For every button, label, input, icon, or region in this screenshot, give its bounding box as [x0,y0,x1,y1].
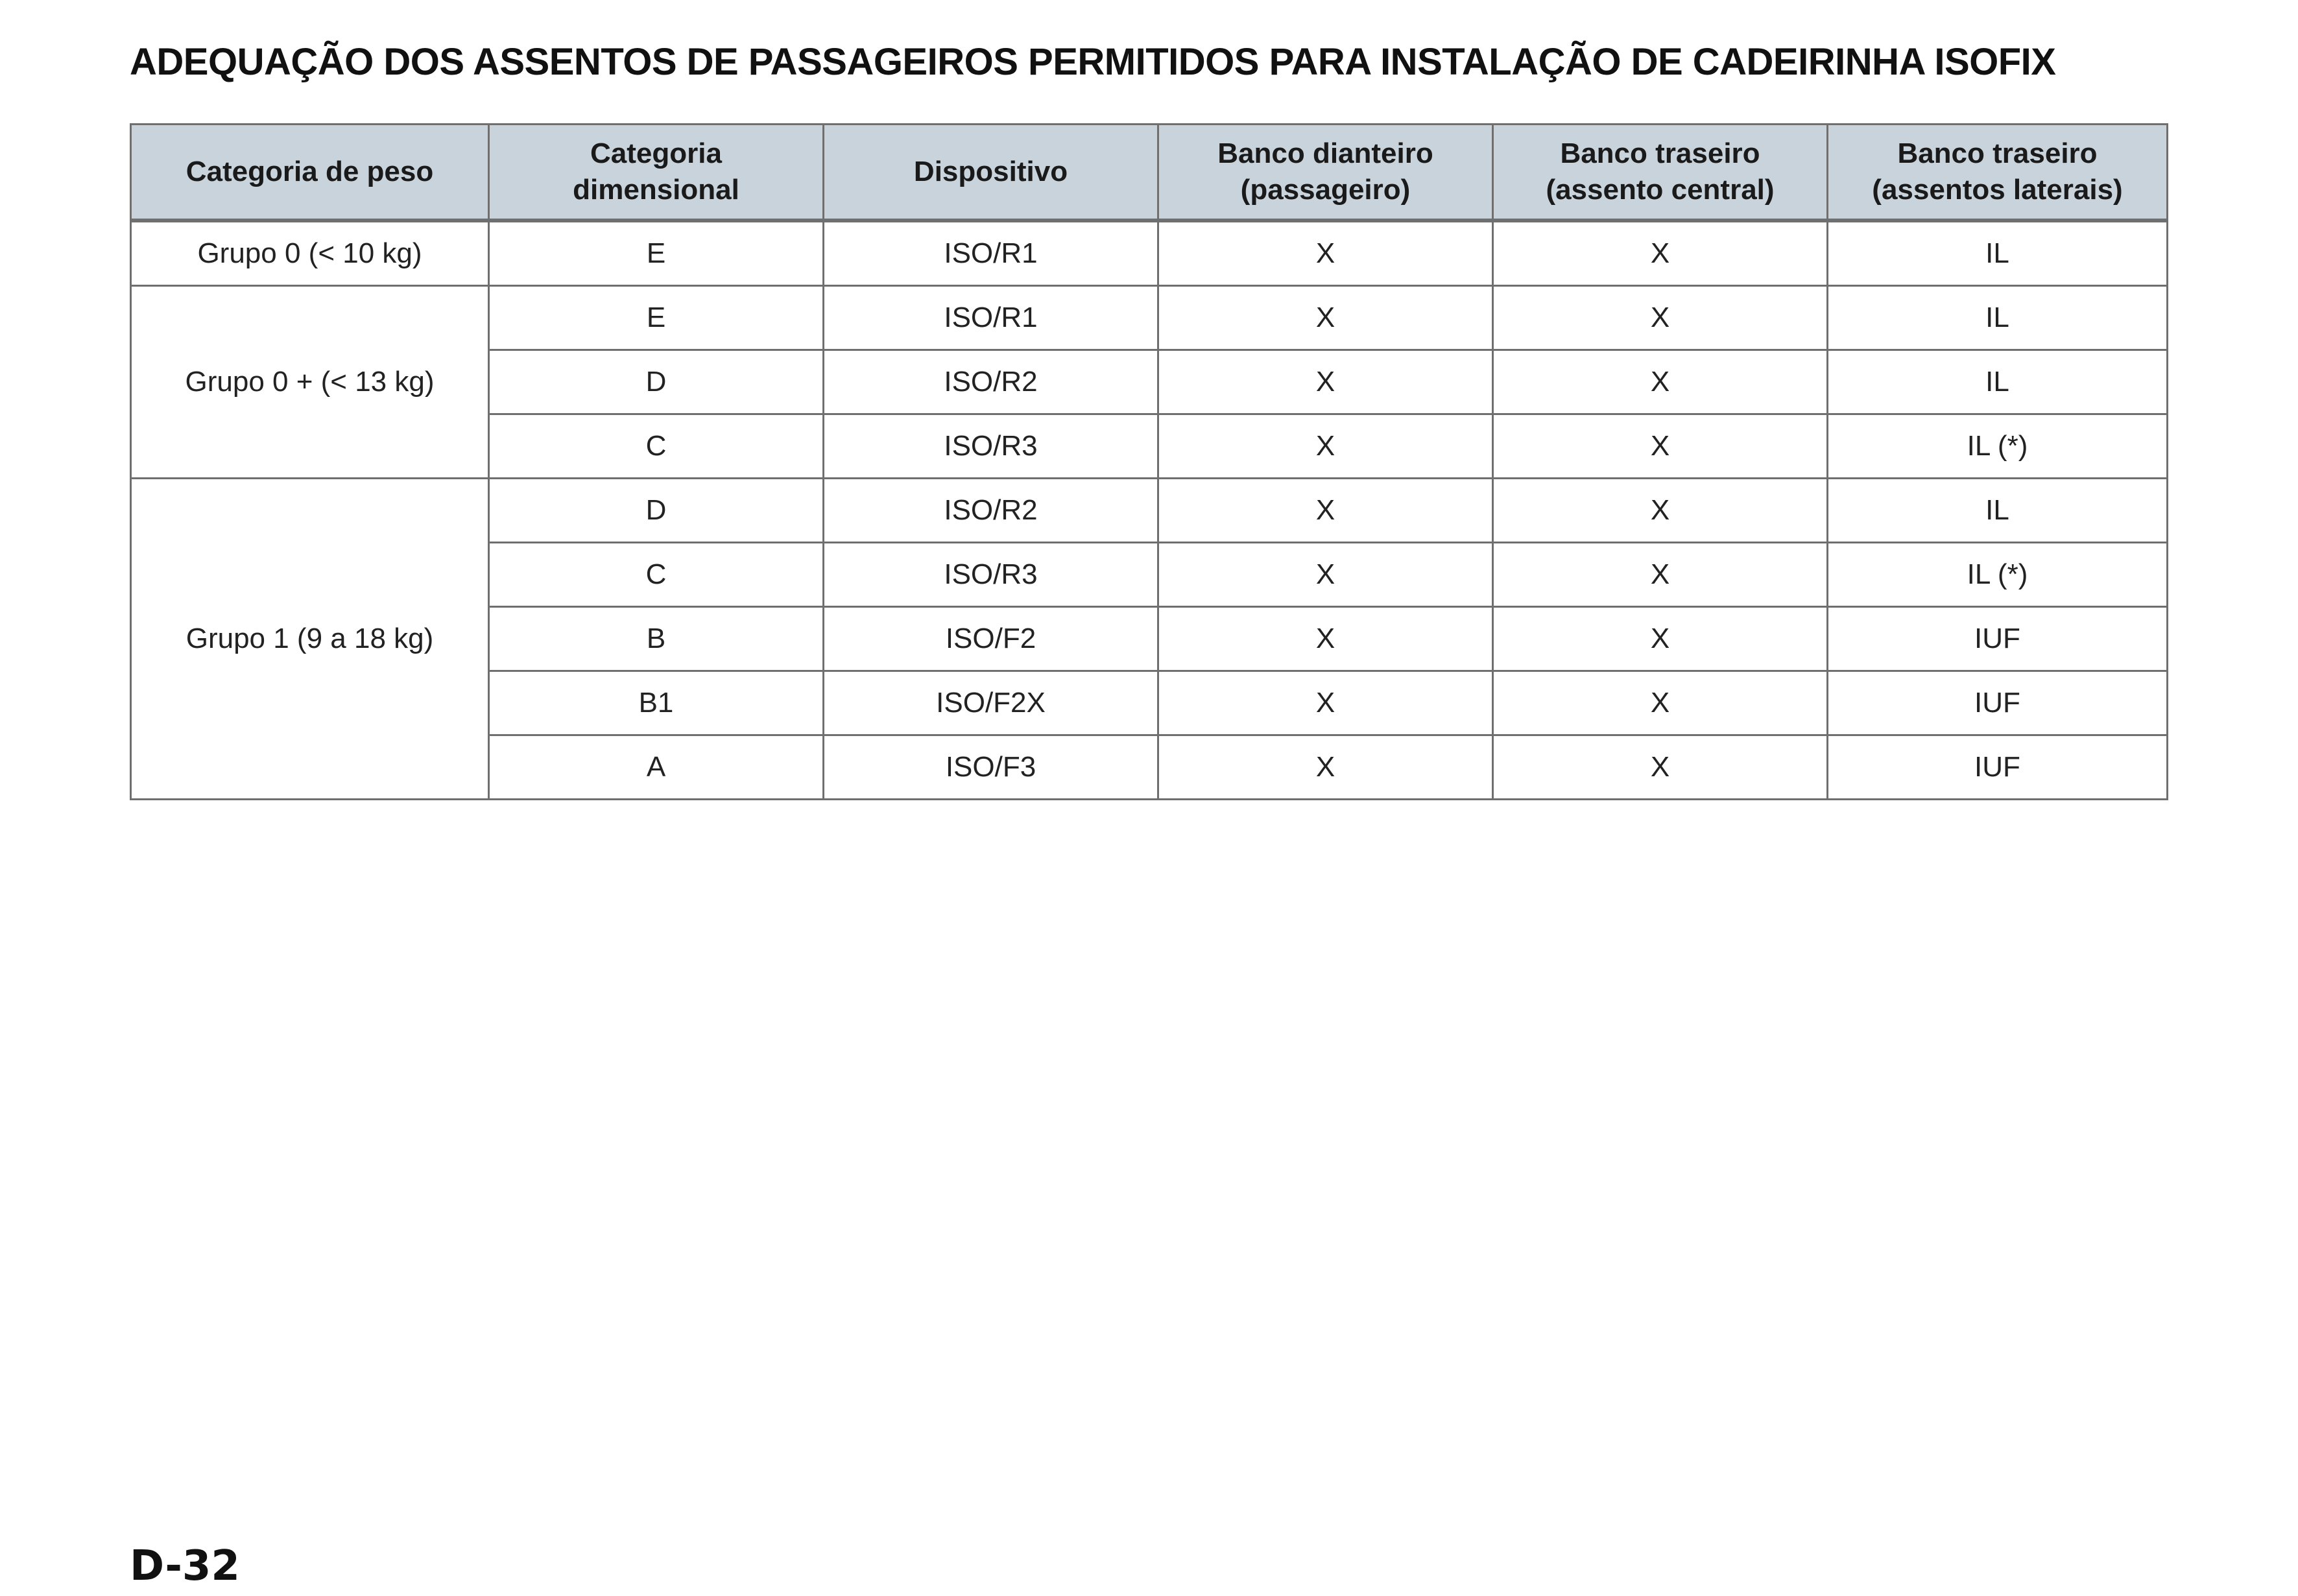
rear-sides-cell: IL (*) [1828,414,2168,479]
front-seat-cell: X [1158,671,1493,735]
header-line: dimensional [573,174,739,206]
rear-sides-cell: IUF [1828,735,2168,800]
rear-center-cell: X [1493,479,1828,543]
device-cell: ISO/R1 [824,286,1158,350]
device-cell: ISO/R2 [824,350,1158,414]
front-seat-cell: X [1158,479,1493,543]
device-cell: ISO/F2 [824,607,1158,671]
header-line: Categoria de peso [186,156,434,187]
device-cell: ISO/R1 [824,220,1158,286]
table-row [131,220,2168,286]
dimension-cell: B [489,607,824,671]
header-front-seat [1158,125,1493,221]
device-cell: ISO/R2 [824,479,1158,543]
device-cell: ISO/F3 [824,735,1158,800]
rear-center-cell: X [1493,735,1828,800]
page-title: ADEQUAÇÃO DOS ASSENTOS DE PASSAGEIROS PERMITIDOS PARA INSTALAÇÃO DE CADEIRINHA ISOFIX [130,41,2056,83]
header-line: (passageiro) [1240,174,1411,206]
rear-center-cell: X [1493,350,1828,414]
header-weight-category [131,125,489,221]
weight-group-cell: Grupo 0 (< 10 kg) [131,220,489,286]
rear-center-cell: X [1493,607,1828,671]
device-cell: ISO/F2X [824,671,1158,735]
header-line: Categoria [590,137,722,169]
rear-center-cell: X [1493,286,1828,350]
table-header-row [131,125,2168,221]
front-seat-cell: X [1158,735,1493,800]
dimension-cell: C [489,543,824,607]
dimension-cell: D [489,479,824,543]
front-seat-cell: X [1158,414,1493,479]
rear-sides-cell: IL [1828,220,2168,286]
header-rear-side-seats [1828,125,2168,221]
header-line: Banco traseiro [1897,137,2098,169]
rear-sides-cell: IL (*) [1828,543,2168,607]
dimension-cell: D [489,350,824,414]
header-line: (assentos laterais) [1872,174,2123,206]
page-number: D-32 [130,1542,240,1590]
front-seat-cell: X [1158,286,1493,350]
weight-group-cell: Grupo 0 + (< 13 kg) [131,286,489,479]
dimension-cell: A [489,735,824,800]
rear-sides-cell: IL [1828,479,2168,543]
rear-sides-cell: IUF [1828,671,2168,735]
header-line: Dispositivo [913,156,1068,187]
device-cell: ISO/R3 [824,414,1158,479]
dimension-cell: E [489,286,824,350]
rear-center-cell: X [1493,414,1828,479]
header-device [824,125,1158,221]
table-row [131,479,2168,543]
rear-center-cell: X [1493,543,1828,607]
header-dimension-category [489,125,824,221]
rear-sides-cell: IUF [1828,607,2168,671]
front-seat-cell: X [1158,607,1493,671]
front-seat-cell: X [1158,543,1493,607]
dimension-cell: C [489,414,824,479]
table-row [131,286,2168,350]
header-rear-center-seat [1493,125,1828,221]
header-line: Banco traseiro [1560,137,1760,169]
rear-sides-cell: IL [1828,350,2168,414]
front-seat-cell: X [1158,350,1493,414]
weight-group-cell: Grupo 1 (9 a 18 kg) [131,479,489,800]
front-seat-cell: X [1158,220,1493,286]
isofix-suitability-table [130,123,2168,800]
device-cell: ISO/R3 [824,543,1158,607]
rear-sides-cell: IL [1828,286,2168,350]
header-line: Banco dianteiro [1217,137,1433,169]
rear-center-cell: X [1493,671,1828,735]
dimension-cell: B1 [489,671,824,735]
dimension-cell: E [489,220,824,286]
rear-center-cell: X [1493,220,1828,286]
header-line: (assento central) [1546,174,1775,206]
